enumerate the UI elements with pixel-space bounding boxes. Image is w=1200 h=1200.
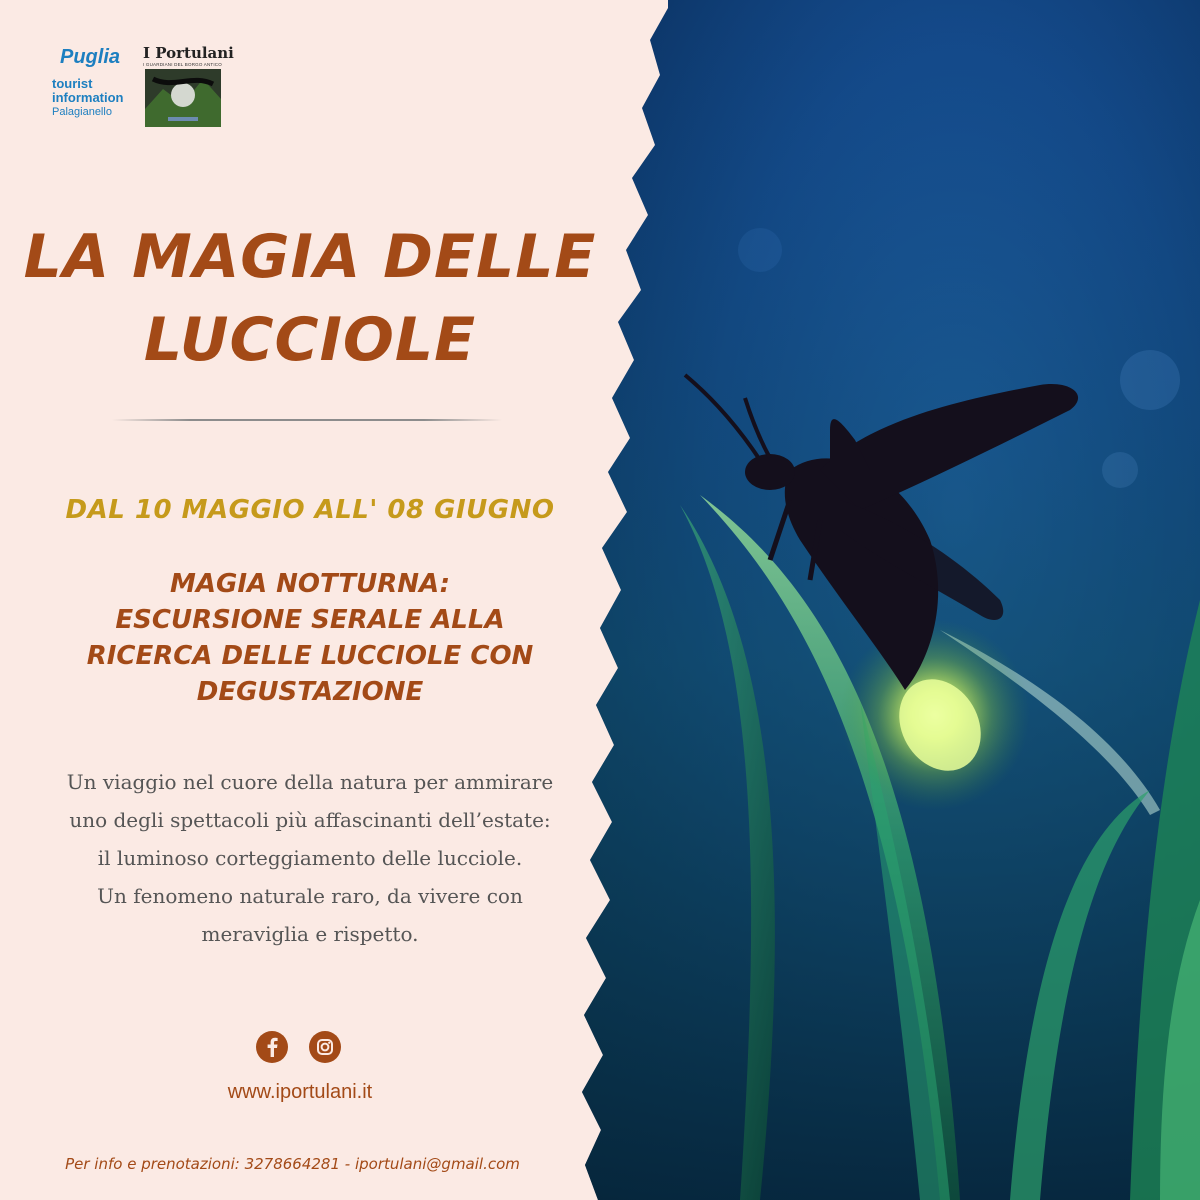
event-dates: DAL 10 MAGGIO ALL' 08 GIUGNO [65,495,555,525]
portulani-logo [143,44,233,128]
description-line: il luminoso corteggiamento delle lucciole. [97,846,523,870]
contact-info: Per info e prenotazioni: 3278664281 - iportulani@gmail.com [65,1155,520,1173]
portulani-brand: I Portulani [143,44,234,62]
instagram-icon[interactable] [309,1031,341,1063]
facebook-glyph-icon [256,1031,288,1063]
subtitle-line2: ESCURSIONE SERALE ALLA [115,605,505,635]
portulani-emblem-icon [143,69,223,127]
event-description [0,763,620,953]
event-subtitle [0,566,620,710]
facebook-icon[interactable] [256,1031,288,1063]
divider [112,419,502,421]
puglia-line3: Palagianello [52,106,112,118]
puglia-line1: tourist [52,76,93,91]
description-line: uno degli spettacoli più affascinanti dell’estate: [69,808,551,832]
description-line: Un viaggio nel cuore della natura per ammirare [66,770,554,794]
subtitle-line1: MAGIA NOTTURNA: [169,569,450,599]
portulani-tagline: I GUARDIANI DEL BORGO ANTICO [143,62,222,67]
puglia-logo [52,46,142,126]
puglia-brand: Puglia [60,46,121,68]
puglia-line2: information [52,90,124,105]
website-link[interactable]: www.iportulani.it [227,1081,373,1103]
subtitle-line3: RICERCA DELLE LUCCIOLE CON [86,641,534,671]
description-line: meraviglia e rispetto. [201,922,419,946]
headline-line1: LA MAGIA DELLE [23,222,597,292]
subtitle-line4: DEGUSTAZIONE [196,677,424,707]
description-line: Un fenomeno naturale raro, da vivere con [97,884,523,908]
headline-line2: LUCCIOLE [143,305,477,375]
instagram-glyph-icon [309,1031,341,1063]
